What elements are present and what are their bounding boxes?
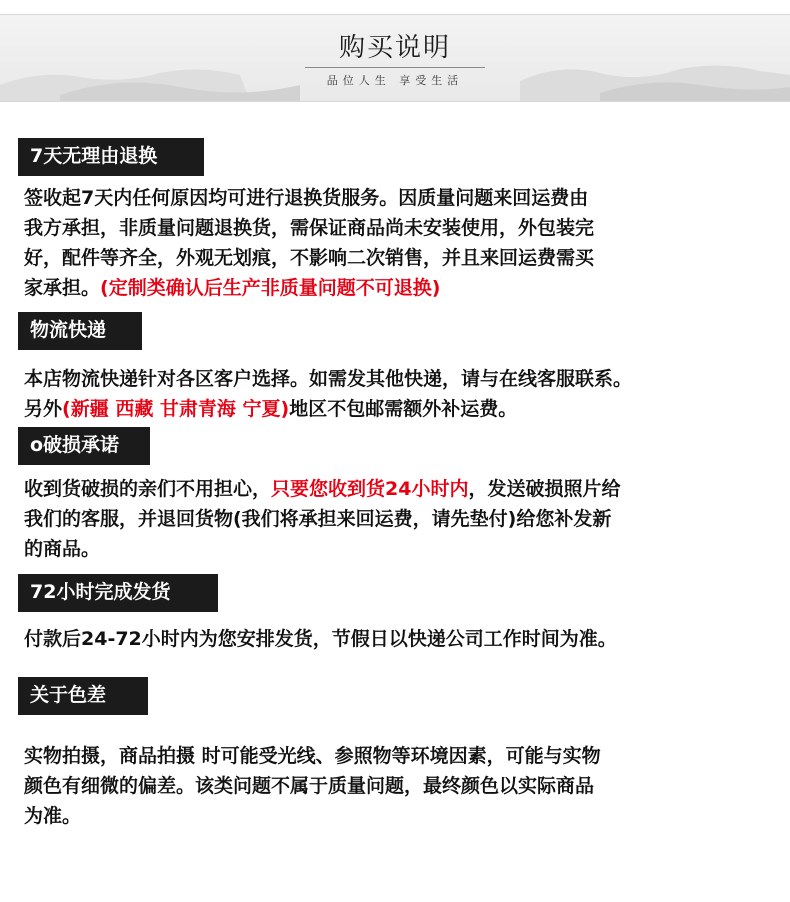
page-subtitle: 品位人生 享受生活 — [326, 74, 464, 87]
returns-text: 签收起7天内任何原因均可进行退换货服务。因质量问题来回运费由 我方承担，非质量问题退换货，需保证商品尚未安装使用，外包装完 好，配件等齐全，外观无划痕，不影响二次销售，并且来回运费需买 家承担。 — [24, 187, 595, 299]
section-text-damage — [24, 474, 774, 564]
damage-text-a: 收到货破损的亲们不用担心， — [24, 478, 272, 500]
section-tag-dispatch: 72小时完成发货 — [18, 574, 218, 612]
shipping-highlight: (新疆 西藏 甘肃青海 宁夏) — [62, 398, 290, 420]
title-divider — [305, 67, 485, 68]
returns-highlight: (定制类确认后生产非质量问题不可退换) — [100, 277, 441, 299]
header-banner — [0, 14, 790, 102]
section-tag-shipping: 物流快递 — [18, 312, 142, 350]
color-text: 实物拍摄，商品拍摄 时可能受光线、参照物等环境因素，可能与实物 颜色有细微的偏差。该类问题不属于质量问题，最终颜色以实际商品 为准。 — [24, 745, 601, 827]
page-title: 购买说明 — [338, 33, 451, 63]
shipping-text-b: 地区不包邮需额外补运费。 — [289, 398, 518, 420]
section-text-returns — [24, 183, 774, 303]
section-tag-color: 关于色差 — [18, 677, 148, 715]
section-tag-damage: o破损承诺 — [18, 427, 150, 465]
dispatch-text: 付款后24-72小时内为您安排发货，节假日以快递公司工作时间为准。 — [24, 628, 617, 650]
damage-highlight: 只要您收到货24小时内 — [271, 478, 469, 500]
damage-text-b: ，发送破损照片给 我们的客服，并退回货物(我们将承担来回运费，请先垫付)给您补发新 的商品。 — [24, 478, 621, 560]
section-tag-returns: 7天无理由退换 — [18, 138, 204, 176]
shipping-text-a: 本店物流快递针对各区客户选择。如需发其他快递，请与在线客服联系。 另外 — [24, 368, 633, 420]
section-text-shipping — [24, 364, 774, 424]
section-text-color — [24, 741, 774, 831]
section-text-dispatch — [24, 624, 774, 654]
